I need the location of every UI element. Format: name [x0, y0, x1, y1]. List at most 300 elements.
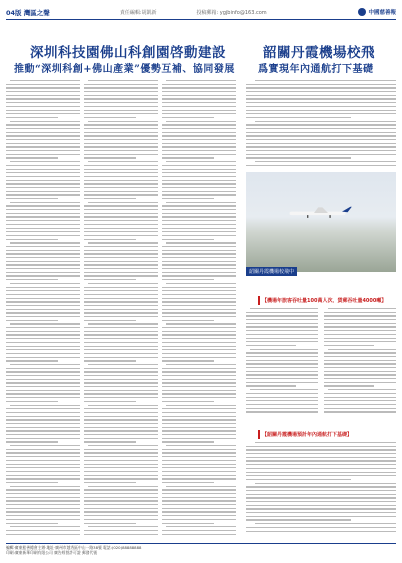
text-line	[162, 467, 236, 468]
text-line	[6, 368, 80, 369]
text-line	[6, 110, 80, 111]
text-line	[84, 497, 158, 498]
text-line	[162, 209, 236, 210]
text-line	[324, 356, 396, 357]
text-line	[162, 434, 236, 435]
text-line	[246, 312, 318, 313]
text-line	[246, 404, 318, 405]
text-line	[84, 183, 158, 184]
text-line	[324, 408, 396, 409]
text-line	[6, 205, 80, 206]
text-line	[84, 349, 158, 350]
text-line	[84, 416, 158, 417]
text-line	[6, 246, 80, 247]
text-line	[162, 294, 236, 295]
editor-credit: 責任編輯:胡凱新	[119, 9, 157, 16]
text-line	[162, 423, 236, 424]
text-line	[84, 482, 136, 483]
text-line	[84, 172, 158, 173]
text-line	[162, 106, 236, 107]
text-line	[162, 334, 236, 335]
text-line	[6, 298, 80, 299]
text-line	[162, 191, 236, 192]
text-line	[162, 489, 236, 490]
text-line	[246, 84, 396, 85]
text-line	[6, 301, 80, 302]
text-line	[84, 530, 158, 531]
text-line	[88, 121, 158, 122]
text-line	[6, 312, 80, 313]
article1-column-2	[84, 80, 158, 542]
text-line	[84, 268, 158, 269]
text-line	[328, 308, 396, 309]
text-line	[10, 283, 80, 284]
text-line	[324, 338, 396, 339]
text-line	[324, 363, 396, 364]
airport-photo	[246, 172, 396, 272]
text-line	[255, 442, 396, 443]
text-line	[84, 519, 158, 520]
text-line	[162, 534, 236, 535]
text-line	[6, 331, 80, 332]
text-line	[6, 165, 80, 166]
text-line	[84, 508, 158, 509]
text-line	[6, 493, 80, 494]
text-line	[166, 526, 236, 527]
logo-icon	[358, 8, 366, 16]
text-line	[6, 275, 80, 276]
text-line	[6, 360, 58, 361]
text-line	[84, 231, 158, 232]
text-line	[246, 146, 396, 147]
text-line	[84, 257, 158, 258]
text-line	[84, 261, 158, 262]
text-line	[246, 360, 318, 361]
page-footer	[6, 543, 396, 559]
text-line	[84, 379, 158, 380]
text-line	[6, 305, 80, 306]
text-line	[6, 460, 80, 461]
text-line	[6, 290, 80, 291]
text-line	[84, 253, 158, 254]
text-line	[250, 308, 318, 309]
text-line	[162, 239, 214, 240]
text-line	[162, 427, 236, 428]
text-line	[324, 397, 396, 398]
text-line	[246, 139, 396, 140]
text-line	[162, 268, 236, 269]
text-line	[246, 382, 318, 383]
text-line	[162, 386, 236, 387]
text-line	[246, 490, 396, 491]
text-line	[246, 352, 318, 353]
text-line	[6, 139, 80, 140]
text-line	[162, 353, 236, 354]
text-line	[166, 80, 236, 81]
text-line	[6, 316, 80, 317]
text-line	[6, 191, 80, 192]
text-line	[6, 412, 80, 413]
text-line	[84, 132, 158, 133]
text-line	[84, 375, 158, 376]
text-line	[246, 497, 396, 498]
text-line	[84, 250, 158, 251]
text-line	[324, 378, 396, 379]
spacer	[246, 420, 396, 430]
text-line	[246, 457, 396, 458]
text-line	[6, 504, 80, 505]
text-line	[162, 139, 236, 140]
text-line	[162, 441, 214, 442]
text-line	[84, 235, 158, 236]
text-line	[6, 176, 80, 177]
text-line	[6, 261, 80, 262]
text-line	[6, 371, 80, 372]
text-line	[6, 334, 80, 335]
article2-subhead-2: 【韶關丹霞機場預計年內通航打下基礎】	[262, 432, 353, 438]
text-line	[6, 154, 80, 155]
text-line	[84, 493, 158, 494]
text-line	[6, 169, 80, 170]
text-line	[162, 419, 236, 420]
text-line	[246, 505, 396, 506]
text-line	[84, 135, 158, 136]
text-line	[84, 320, 136, 321]
text-line	[250, 349, 318, 350]
text-line	[246, 363, 318, 364]
text-line	[84, 239, 136, 240]
text-line	[162, 298, 236, 299]
subhead2-marker	[258, 430, 260, 439]
text-line	[84, 95, 158, 96]
text-line	[6, 268, 80, 269]
text-line	[84, 449, 158, 450]
text-line	[10, 486, 80, 487]
text-line	[162, 180, 236, 181]
text-line	[84, 198, 136, 199]
submission-email[interactable]: 投稿郵箱: ygjbinfo@163.com	[196, 9, 267, 16]
text-line	[10, 364, 80, 365]
text-line	[88, 445, 158, 446]
text-line	[246, 519, 351, 520]
article2-column-2	[324, 308, 396, 418]
text-line	[6, 390, 80, 391]
text-line	[246, 98, 396, 99]
text-line	[84, 209, 158, 210]
text-line	[10, 242, 80, 243]
text-line	[162, 194, 236, 195]
text-line	[84, 176, 158, 177]
text-line	[84, 523, 136, 524]
text-line	[6, 427, 80, 428]
text-line	[6, 117, 58, 118]
text-line	[166, 242, 236, 243]
text-line	[6, 309, 80, 310]
text-line	[6, 150, 80, 151]
text-line	[162, 360, 214, 361]
text-line	[162, 235, 236, 236]
text-line	[162, 301, 236, 302]
text-line	[246, 367, 318, 368]
text-line	[246, 527, 396, 528]
text-line	[324, 400, 396, 401]
text-line	[6, 91, 80, 92]
page-label: 04版 灣區之聲	[6, 8, 50, 17]
text-line	[84, 139, 158, 140]
text-line	[6, 508, 80, 509]
text-line	[6, 294, 80, 295]
text-line	[246, 449, 396, 450]
text-line	[84, 515, 158, 516]
text-line	[84, 180, 158, 181]
text-line	[6, 220, 80, 221]
text-line	[6, 430, 80, 431]
text-line	[162, 117, 214, 118]
text-line	[6, 213, 80, 214]
text-line	[246, 371, 318, 372]
text-line	[10, 323, 80, 324]
text-line	[6, 375, 80, 376]
text-line	[84, 279, 136, 280]
text-line	[246, 411, 318, 412]
text-line	[6, 441, 58, 442]
text-line	[162, 187, 236, 188]
text-line	[6, 124, 80, 125]
text-line	[162, 231, 236, 232]
text-line	[88, 364, 158, 365]
text-line	[10, 526, 80, 527]
text-line	[162, 456, 236, 457]
text-line	[328, 389, 396, 390]
text-line	[162, 172, 236, 173]
text-line	[6, 183, 80, 184]
text-line	[246, 531, 396, 532]
text-line	[84, 386, 158, 387]
text-line	[246, 150, 396, 151]
text-line	[246, 330, 318, 331]
text-line	[6, 279, 58, 280]
text-line	[162, 312, 236, 313]
text-line	[84, 500, 158, 501]
text-line	[246, 393, 318, 394]
text-line	[162, 128, 236, 129]
text-line	[162, 316, 236, 317]
text-line	[166, 323, 236, 324]
text-line	[246, 472, 396, 473]
text-line	[246, 494, 396, 495]
text-line	[10, 405, 80, 406]
text-line	[246, 378, 318, 379]
text-line	[6, 346, 80, 347]
text-line	[162, 183, 236, 184]
text-line	[6, 419, 80, 420]
text-line	[88, 80, 158, 81]
text-line	[84, 331, 158, 332]
text-line	[246, 326, 318, 327]
text-line	[6, 231, 80, 232]
text-line	[84, 150, 158, 151]
text-line	[324, 367, 396, 368]
text-line	[6, 482, 58, 483]
text-line	[84, 489, 158, 490]
text-line	[6, 534, 80, 535]
text-line	[84, 157, 136, 158]
text-line	[162, 246, 236, 247]
text-line	[84, 434, 158, 435]
text-line	[6, 250, 80, 251]
text-line	[246, 102, 396, 103]
text-line	[6, 98, 80, 99]
text-line	[6, 452, 80, 453]
text-line	[162, 250, 236, 251]
text-line	[246, 341, 318, 342]
text-line	[88, 242, 158, 243]
text-line	[6, 180, 80, 181]
text-line	[84, 353, 158, 354]
text-line	[162, 393, 236, 394]
text-line	[162, 449, 236, 450]
text-line	[84, 334, 158, 335]
text-line	[246, 512, 396, 513]
text-line	[246, 113, 396, 114]
text-line	[162, 213, 236, 214]
text-line	[6, 106, 80, 107]
text-line	[162, 416, 236, 417]
text-line	[324, 374, 396, 375]
text-line	[84, 327, 158, 328]
text-line	[162, 272, 236, 273]
text-line	[246, 157, 351, 158]
text-line	[6, 500, 80, 501]
text-line	[162, 375, 236, 376]
photo-caption: 韶關丹霞機場校飛中	[246, 267, 297, 276]
text-line	[6, 146, 80, 147]
text-line	[84, 368, 158, 369]
article1-column-1	[6, 80, 80, 542]
text-line	[6, 209, 80, 210]
text-line	[84, 390, 158, 391]
text-line	[255, 80, 396, 81]
text-line	[324, 330, 396, 331]
text-line	[324, 385, 374, 386]
text-line	[162, 460, 236, 461]
text-line	[162, 515, 236, 516]
text-line	[324, 382, 396, 383]
text-line	[162, 143, 236, 144]
masthead-logo	[358, 8, 396, 16]
text-line	[162, 320, 214, 321]
text-line	[162, 205, 236, 206]
text-line	[84, 275, 158, 276]
text-line	[84, 346, 158, 347]
text-line	[84, 294, 158, 295]
text-line	[84, 290, 158, 291]
text-line	[250, 389, 318, 390]
text-line	[162, 132, 236, 133]
text-line	[246, 154, 396, 155]
airplane-icon	[273, 206, 369, 220]
article2-intro	[246, 80, 396, 170]
text-line	[162, 309, 236, 310]
text-line	[162, 110, 236, 111]
text-line	[162, 438, 236, 439]
text-line	[6, 84, 80, 85]
text-line	[162, 91, 236, 92]
text-line	[324, 371, 396, 372]
text-line	[246, 508, 396, 509]
text-line	[162, 511, 236, 512]
text-line	[6, 239, 58, 240]
text-line	[162, 430, 236, 431]
text-line	[6, 272, 80, 273]
text-line	[6, 235, 80, 236]
text-line	[84, 338, 158, 339]
text-line	[162, 176, 236, 177]
text-line	[10, 121, 80, 122]
text-line	[246, 460, 396, 461]
text-line	[6, 228, 80, 229]
text-line	[10, 80, 80, 81]
text-line	[84, 412, 158, 413]
text-line	[84, 427, 158, 428]
text-line	[324, 404, 396, 405]
text-line	[166, 405, 236, 406]
text-line	[162, 264, 236, 265]
header-rule	[6, 19, 396, 20]
text-line	[84, 102, 158, 103]
text-line	[162, 412, 236, 413]
text-line	[6, 416, 80, 417]
text-line	[162, 228, 236, 229]
text-line	[6, 382, 80, 383]
text-line	[162, 261, 236, 262]
text-line	[162, 95, 236, 96]
text-line	[166, 445, 236, 446]
text-line	[6, 515, 80, 516]
text-line	[162, 523, 214, 524]
text-line	[6, 102, 80, 103]
text-line	[162, 382, 236, 383]
text-line	[162, 368, 236, 369]
text-line	[246, 464, 396, 465]
text-line	[246, 165, 396, 166]
text-line	[162, 471, 236, 472]
text-line	[246, 110, 396, 111]
text-line	[6, 342, 80, 343]
text-line	[328, 349, 396, 350]
article1-subheadline: 推動“深圳科創+佛山產業”優勢互補、協同發展	[14, 64, 235, 75]
text-line	[84, 110, 158, 111]
text-line	[6, 511, 80, 512]
text-line	[6, 95, 80, 96]
text-line	[88, 323, 158, 324]
text-line	[6, 530, 80, 531]
text-line	[84, 84, 158, 85]
text-line	[84, 360, 136, 361]
text-line	[246, 400, 318, 401]
text-line	[246, 408, 318, 409]
text-line	[84, 128, 158, 129]
text-line	[246, 334, 318, 335]
text-line	[84, 511, 158, 512]
text-line	[84, 205, 158, 206]
text-line	[246, 397, 318, 398]
text-line	[6, 253, 80, 254]
text-line	[84, 342, 158, 343]
text-line	[6, 132, 80, 133]
text-line	[6, 456, 80, 457]
text-line	[162, 349, 236, 350]
